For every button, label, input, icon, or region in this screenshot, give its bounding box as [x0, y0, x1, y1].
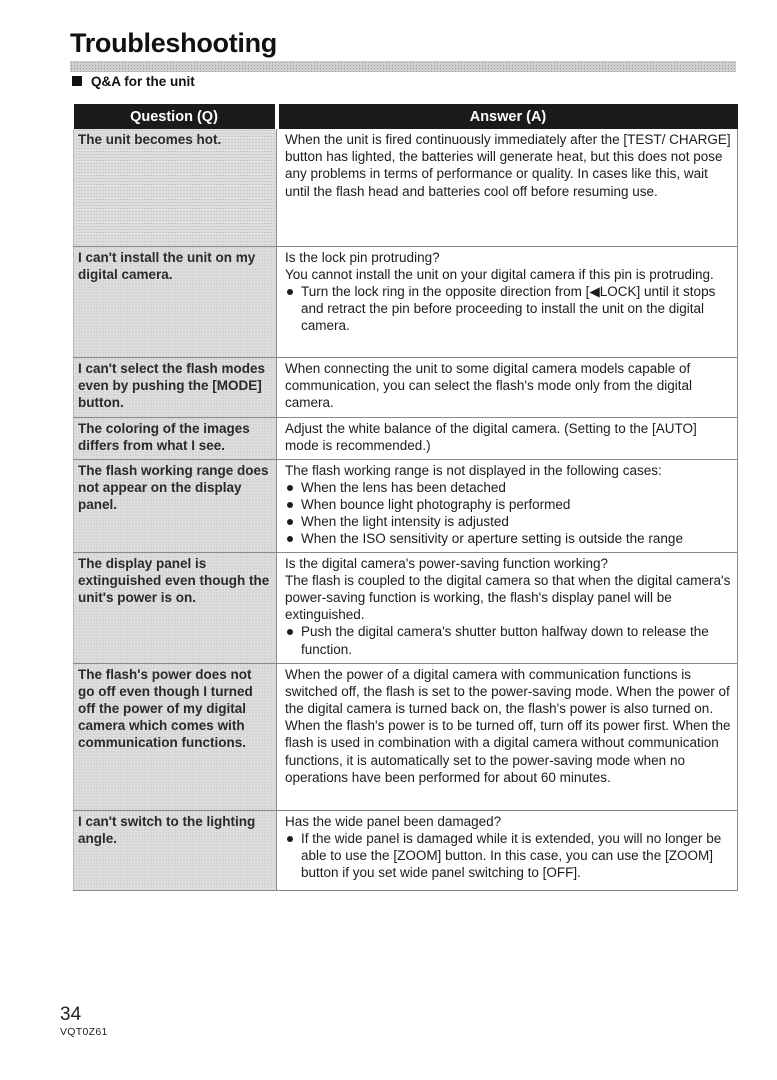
question-cell: The display panel is extinguished even though the unit's power is on. [74, 552, 277, 663]
question-cell: I can't switch to the lighting angle. [74, 810, 277, 890]
answer-bullet: When the light intensity is adjusted [285, 513, 732, 530]
answer-text: When connecting the unit to some digital camera models capable of communication, you can select the flash's mode only from the digital camera. [285, 360, 693, 410]
answer-bullet: When the ISO sensitivity or aperture setting is outside the range [285, 530, 732, 547]
question-cell: I can't select the flash modes even by pushing the [MODE] button. [74, 357, 277, 417]
answer-text: The flash working range is not displayed in the following cases: [285, 462, 662, 478]
table-row [74, 459, 738, 552]
answer-text: You cannot install the unit on your digital camera if this pin is protruding. [285, 266, 714, 282]
square-bullet-icon [72, 76, 82, 86]
answer-text: Has the wide panel been damaged? [285, 813, 502, 829]
page-number: 34 [60, 1004, 82, 1025]
table-row [74, 810, 738, 890]
section-heading-label: Q&A for the unit [91, 74, 195, 89]
page-title: Troubleshooting [70, 28, 277, 58]
table-row [74, 417, 738, 459]
answer-text: When the power of a digital camera with communication functions is switched off, the flash is set to the power-saving mode. When the power of the digital camera is turned back on, the flash's power is also turned on. [285, 666, 730, 716]
answer-text: When the flash's power is to be turned off, turn off its power first. When the flash is used in combination with a digital camera without communication functions, it is automatically set to the power-saving mode when no operations have been performed for about 60 minutes. [285, 718, 731, 785]
answer-bullet: When bounce light photography is performed [285, 496, 732, 513]
answer-text: The flash is coupled to the digital camera so that when the digital camera's power-saving function is working, the flash's display panel will be extinguished. [285, 572, 731, 623]
question-column-header: Question (Q) [74, 104, 277, 129]
question-cell: The flash's power does not go off even though I turned off the power of my digital camera which comes with communication functions. [74, 663, 277, 810]
question-cell: The coloring of the images differs from what I see. [74, 417, 277, 459]
answer-cell [277, 663, 738, 810]
table-row [74, 129, 738, 246]
answer-text: Is the digital camera's power-saving function working? [285, 555, 608, 571]
document-code: VQT0Z61 [60, 1026, 108, 1038]
answer-cell [277, 552, 738, 663]
table-row [74, 552, 738, 663]
answer-cell [277, 417, 738, 459]
title-rule [70, 61, 736, 72]
table-row [74, 663, 738, 810]
answer-text: Is the lock pin protruding? [285, 249, 440, 265]
answer-cell [277, 357, 738, 417]
answer-text: Adjust the white balance of the digital camera. (Setting to the [AUTO] mode is recommended.) [285, 420, 697, 453]
answer-text: When the unit is fired continuously immediately after the [TEST/ CHARGE] button has lighted, the batteries will generate heat, but this does not pose any problems in terms of performance or quality. In cases like this, wait until the flash head and batteries cool off before resuming use. [285, 132, 731, 199]
answer-cell [277, 129, 738, 246]
qa-table [73, 104, 738, 891]
table-row [74, 357, 738, 417]
question-cell: The unit becomes hot. [74, 129, 277, 246]
answer-cell [277, 459, 738, 552]
answer-cell [277, 810, 738, 890]
table-row [74, 246, 738, 357]
answer-bullet: Turn the lock ring in the opposite direction from [◀LOCK] until it stops and retract the pin before proceeding to install the unit on the digital camera. [285, 283, 732, 335]
answer-cell [277, 246, 738, 357]
section-heading [72, 74, 195, 89]
answer-bullet: If the wide panel is damaged while it is extended, you will no longer be able to use the [ZOOM] button. In this case, you can use the [ZOOM] button if you set wide panel switching to [OFF]. [285, 830, 732, 882]
question-cell: I can't install the unit on my digital camera. [74, 246, 277, 357]
answer-bullet: When the lens has been detached [285, 479, 732, 496]
question-cell: The flash working range does not appear on the display panel. [74, 459, 277, 552]
answer-bullet: Push the digital camera's shutter button halfway down to release the function. [285, 623, 732, 657]
table-header-row [74, 104, 738, 129]
answer-column-header: Answer (A) [277, 104, 738, 129]
